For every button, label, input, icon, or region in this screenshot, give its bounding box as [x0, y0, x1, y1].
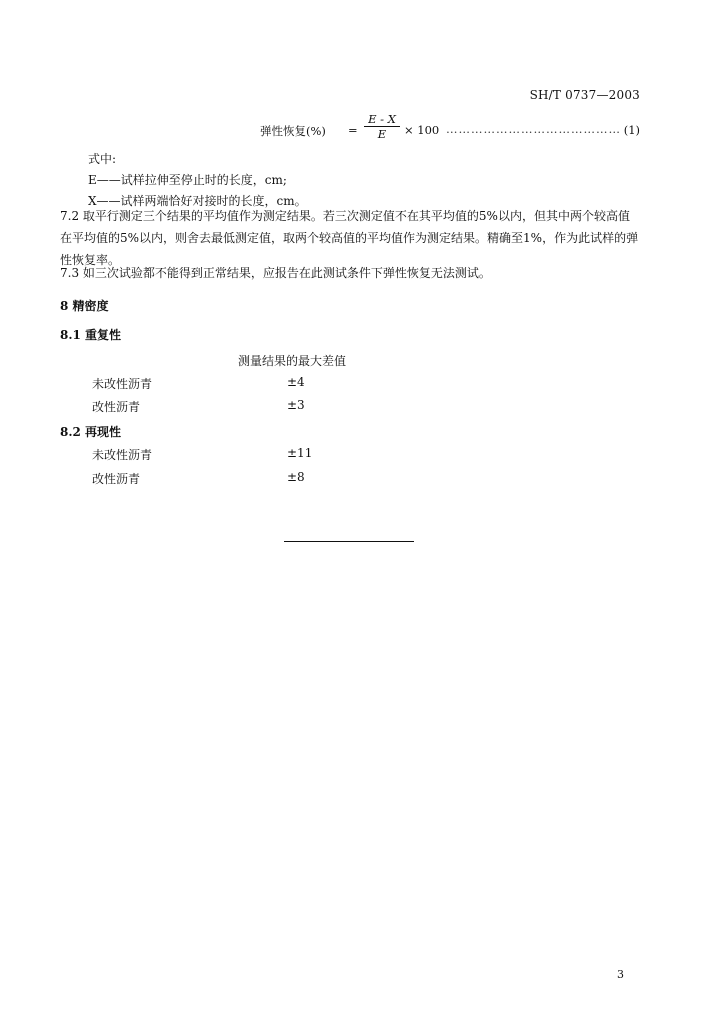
formula-multiplier: × 100 — [404, 123, 440, 137]
table-header-max-difference: 测量结果的最大差值 — [238, 354, 347, 368]
table-row-value: ±4 — [287, 375, 305, 389]
formula-leader-dots: …………………………………… — [446, 122, 621, 136]
elastic-recovery-formula — [260, 112, 640, 146]
table-row-value: ±8 — [287, 470, 305, 484]
section-8-heading: 8 精密度 — [60, 299, 109, 313]
formula-numerator: E - X — [364, 112, 400, 127]
table-row-value: ±3 — [287, 398, 305, 412]
table-row-label: 改性沥青 — [92, 472, 141, 486]
table-row-label: 未改性沥青 — [92, 377, 153, 391]
formula-denominator: E — [377, 127, 387, 141]
formula-fraction — [364, 112, 400, 141]
formula-equals: = — [348, 123, 358, 137]
definition-x: X——试样两端恰好对接时的长度，cm。 — [88, 194, 307, 208]
page-number: 3 — [617, 968, 624, 981]
definition-e: E——试样拉伸至停止时的长度，cm; — [88, 173, 287, 187]
formula-label: 弹性恢复(%) — [260, 124, 326, 138]
standard-code: SH/T 0737—2003 — [529, 88, 640, 102]
end-rule — [284, 541, 414, 542]
formula-number: (1) — [623, 123, 640, 137]
table-row-value: ±11 — [287, 446, 313, 460]
section-7-3-text: 7.3 如三次试验都不能得到正常结果，应报告在此测试条件下弹性恢复无法测试。 — [60, 266, 491, 280]
section-7-2-text: 7.2 取平行测定三个结果的平均值作为测定结果。若三次测定值不在其平均值的5%以内，但其中两个较高值在平均值的5%以内，则舍去最低测定值，取两个较高值的平均值作为测定结果。精确至1%，作为此试样的弹性恢复率。 — [60, 209, 639, 267]
table-row-label: 未改性沥青 — [92, 448, 153, 462]
where-intro: 式中: — [88, 152, 117, 166]
table-row-label: 改性沥青 — [92, 400, 141, 414]
section-8-2-heading: 8.2 再现性 — [60, 425, 122, 439]
section-8-1-heading: 8.1 重复性 — [60, 328, 122, 342]
